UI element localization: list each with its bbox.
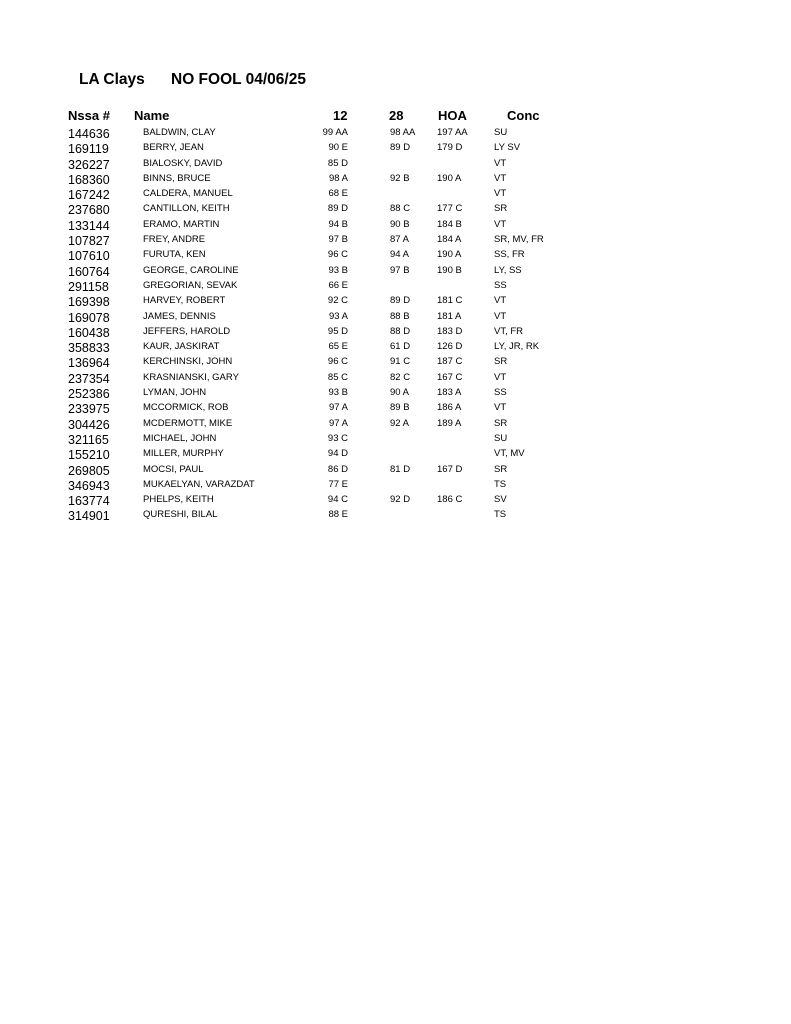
cell-score-12: 96 C [327,249,348,261]
cell-score-12: 68 E [328,188,348,200]
table-row [0,263,791,278]
cell-hoa: 167 C [437,371,463,383]
table-row [0,201,791,216]
cell-name: BERRY, JEAN [143,142,204,154]
cell-conc: VT, FR [494,325,524,337]
table-row [0,400,791,415]
results-table [0,125,791,523]
cell-hoa: 184 A [437,234,462,246]
cell-conc: TS [494,509,507,521]
cell-name: KERCHINSKI, JOHN [143,356,233,368]
cell-nssa: 160438 [68,325,110,340]
cell-nssa: 237680 [68,203,110,218]
cell-score-12: 93 A [328,310,348,322]
cell-name: BIALOSKY, DAVID [143,157,223,169]
table-row [0,462,791,477]
cell-conc: SU [494,127,508,138]
cell-nssa: 346943 [68,478,110,493]
cell-score-28: 90 A [390,387,410,399]
table-row [0,156,791,171]
table-row [0,492,791,507]
cell-nssa: 314901 [68,509,110,524]
cell-name: JAMES, DENNIS [143,310,216,322]
cell-hoa: 186 C [437,494,463,506]
cell-score-12: 65 E [328,341,348,353]
cell-score-12: 97 A [328,417,348,429]
table-row [0,370,791,385]
cell-score-12: 89 D [327,203,348,215]
cell-name: CANTILLON, KEITH [143,203,230,215]
cell-score-12: 85 C [327,371,348,383]
cell-conc: SV [494,494,507,506]
cell-score-12: 77 E [328,478,348,490]
cell-score-12: 97 B [328,234,348,246]
cell-score-12: 88 E [328,509,348,521]
table-row [0,324,791,339]
cell-conc: SR [494,463,508,475]
cell-conc: VT [494,157,507,169]
cell-score-28: 87 A [390,234,410,246]
cell-score-28: 92 D [390,494,411,506]
cell-hoa: 126 D [437,341,463,353]
cell-conc: VT [494,295,507,307]
cell-conc: VT, MV [494,448,525,460]
club-name: LA Clays [79,71,145,88]
cell-name: CALDERA, MANUEL [143,188,233,200]
cell-nssa: 237354 [68,371,110,386]
cell-nssa: 155210 [68,448,110,463]
table-row [0,431,791,446]
cell-name: PHELPS, KEITH [143,494,214,506]
cell-name: MOCSI, PAUL [143,463,204,475]
cell-score-28: 81 D [390,463,411,475]
cell-conc: SU [494,432,508,444]
cell-name: GEORGE, CAROLINE [143,264,239,276]
table-row [0,385,791,400]
cell-name: LYMAN, JOHN [143,387,207,399]
table-row [0,309,791,324]
table-row [0,140,791,155]
cell-nssa: 269805 [68,463,110,478]
cell-name: MCDERMOTT, MIKE [143,417,233,429]
cell-score-12: 95 D [327,325,348,337]
cell-hoa: 181 A [437,310,462,322]
cell-hoa: 184 B [437,218,462,230]
header-nssa: Nssa # [68,108,110,123]
cell-nssa: 107610 [68,249,110,264]
cell-name: BINNS, BRUCE [143,172,211,184]
cell-hoa: 181 C [437,295,463,307]
table-row [0,339,791,354]
cell-name: FURUTA, KEN [143,249,206,261]
table-row [0,217,791,232]
cell-nssa: 169398 [68,295,110,310]
cell-conc: VT [494,172,507,184]
cell-name: ERAMO, MARTIN [143,218,220,230]
cell-conc: VT [494,188,507,200]
table-row [0,278,791,293]
cell-score-12: 96 C [327,356,348,368]
cell-score-28: 92 B [390,172,410,184]
cell-nssa: 326227 [68,157,110,172]
cell-score-12: 94 D [327,448,348,460]
cell-nssa: 136964 [68,356,110,371]
header-name: Name [134,108,170,123]
cell-score-28: 94 A [390,249,410,261]
cell-score-12: 66 E [328,279,348,291]
cell-score-12: 93 B [328,264,348,276]
cell-conc: LY SV [494,142,521,154]
cell-score-12: 93 C [327,432,348,444]
cell-name: KRASNIANSKI, GARY [143,371,239,383]
cell-name: BALDWIN, CLAY [143,127,216,138]
table-row [0,171,791,186]
cell-score-28: 90 B [390,218,410,230]
cell-nssa: 167242 [68,188,110,203]
table-row [0,293,791,308]
header-28: 28 [389,108,404,123]
cell-name: MCCORMICK, ROB [143,402,229,414]
cell-conc: SS [494,387,507,399]
cell-score-12: 86 D [327,463,348,475]
cell-name: JEFFERS, HAROLD [143,325,231,337]
table-row [0,446,791,461]
table-row [0,354,791,369]
cell-score-12: 98 A [328,172,348,184]
cell-conc: LY, JR, RK [494,341,540,353]
cell-name: MUKAELYAN, VARAZDAT [143,478,255,490]
cell-nssa: 233975 [68,402,110,417]
table-row [0,507,791,522]
cell-score-28: 61 D [390,341,411,353]
cell-nssa: 304426 [68,417,110,432]
cell-hoa: 179 D [437,142,463,154]
cell-conc: SR [494,203,508,215]
cell-nssa: 133144 [68,218,110,233]
table-row [0,247,791,262]
cell-nssa: 144636 [68,127,110,141]
cell-nssa: 107827 [68,234,110,249]
cell-score-28: 97 B [390,264,410,276]
cell-score-28: 82 C [390,371,411,383]
cell-conc: LY, SS [494,264,522,276]
cell-score-28: 89 B [390,402,410,414]
cell-hoa: 190 B [437,264,462,276]
cell-conc: SS, FR [494,249,525,261]
header-hoa: HOA [438,108,467,123]
cell-score-28: 98 AA [390,127,416,138]
cell-score-28: 89 D [390,295,411,307]
cell-nssa: 321165 [68,432,109,447]
cell-name: MICHAEL, JOHN [143,432,217,444]
cell-name: KAUR, JASKIRAT [143,341,220,353]
table-row [0,477,791,492]
table-row [0,232,791,247]
event-title: NO FOOL 04/06/25 [171,71,306,88]
cell-hoa: 167 D [437,463,463,475]
cell-nssa: 169078 [68,310,110,325]
cell-score-28: 88 C [390,203,411,215]
cell-name: GREGORIAN, SEVAK [143,279,238,291]
table-row [0,416,791,431]
cell-hoa: 177 C [437,203,463,215]
cell-conc: VT [494,402,507,414]
cell-name: MILLER, MURPHY [143,448,224,460]
cell-hoa: 189 A [437,417,462,429]
cell-hoa: 186 A [437,402,462,414]
cell-score-28: 88 D [390,325,411,337]
header-conc: Conc [507,108,540,123]
cell-score-12: 85 D [327,157,348,169]
cell-score-12: 93 B [328,387,348,399]
cell-nssa: 358833 [68,341,110,356]
cell-score-12: 92 C [327,295,348,307]
table-header [0,108,791,126]
cell-hoa: 183 D [437,325,463,337]
cell-hoa: 187 C [437,356,463,368]
cell-conc: SR, MV, FR [494,234,544,246]
cell-conc: VT [494,371,507,383]
table-row [0,125,791,140]
cell-nssa: 291158 [68,279,109,294]
cell-score-12: 97 A [328,402,348,414]
cell-conc: VT [494,310,507,322]
cell-name: QURESHI, BILAL [143,509,218,521]
cell-score-28: 91 C [390,356,411,368]
cell-name: FREY, ANDRE [143,234,206,246]
cell-score-28: 88 B [390,310,410,322]
cell-conc: SR [494,417,508,429]
cell-hoa: 197 AA [437,127,468,138]
cell-nssa: 252386 [68,387,110,402]
cell-conc: TS [494,478,507,490]
cell-score-28: 92 A [390,417,410,429]
cell-hoa: 190 A [437,249,462,261]
cell-conc: SR [494,356,508,368]
cell-score-12: 94 B [328,218,348,230]
cell-score-12: 94 C [327,494,348,506]
cell-conc: VT [494,218,507,230]
cell-score-28: 89 D [390,142,411,154]
cell-nssa: 168360 [68,172,110,187]
cell-score-12: 90 E [328,142,348,154]
cell-nssa: 169119 [68,142,109,157]
header-12: 12 [333,108,348,123]
cell-hoa: 183 A [437,387,462,399]
table-row [0,186,791,201]
cell-score-12: 99 AA [322,127,348,138]
cell-hoa: 190 A [437,172,462,184]
cell-nssa: 163774 [68,494,110,509]
cell-conc: SS [494,279,507,291]
cell-nssa: 160764 [68,264,110,279]
cell-name: HARVEY, ROBERT [143,295,226,307]
